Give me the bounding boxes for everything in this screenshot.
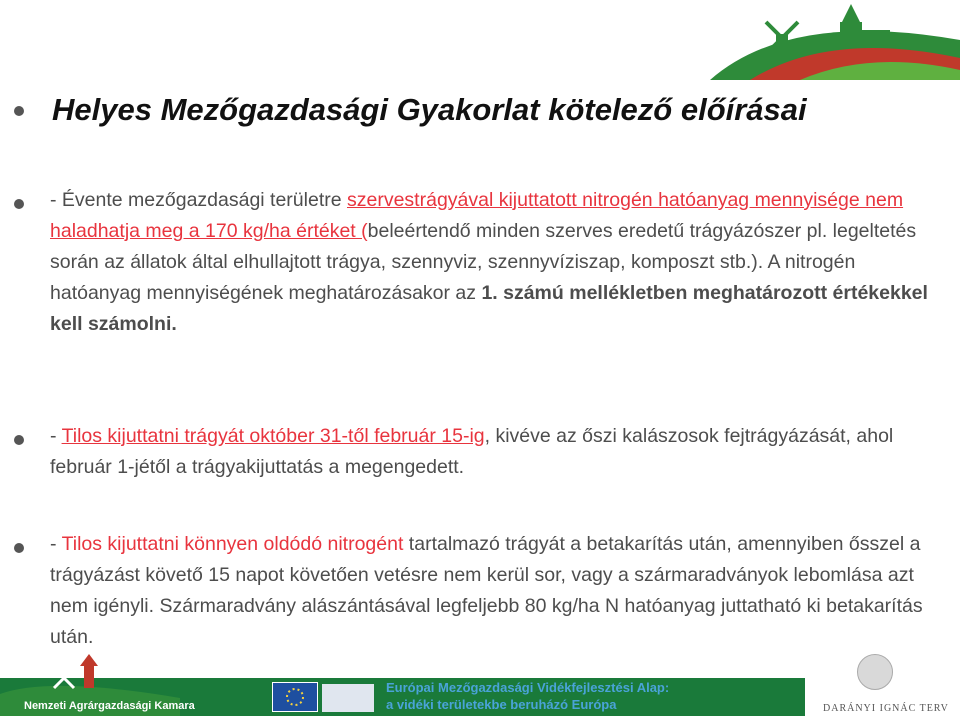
eu-fund-line2: a vidéki területekbe beruházó Európa xyxy=(386,697,617,712)
highlight-text: Tilos kijuttatni trágyát október 31-től február 15-ig xyxy=(61,425,485,447)
eu-flag-icon xyxy=(272,682,318,712)
eu-fund-line1: Európai Mezőgazdasági Vidékfejlesztési Alap: xyxy=(386,680,670,695)
bullet-icon xyxy=(14,435,24,445)
leader-logo-icon xyxy=(322,684,374,712)
list-item xyxy=(14,421,939,483)
bullet-icon xyxy=(14,106,24,116)
daranyi-portrait-icon xyxy=(857,654,893,690)
paragraph-text: - Tilos kijuttatni könnyen oldódó nitrogént tartalmazó trágyát a betakarítás után, amennyiben ősszel a trágyázást követő 15 napot követően vetésre nem kerül sor, vagy a szármaradványok lebomlása azt nem igényli. Szármaradvány alászántásával legfeljebb 80 kg/ha N hatóanyag juttatható ki betakarítás után. xyxy=(50,533,923,648)
highlight-text: Tilos kijuttatni könnyen oldódó nitrogént xyxy=(61,533,404,555)
page-title: Helyes Mezőgazdasági Gyakorlat kötelező előírásai xyxy=(52,92,807,127)
highlight-text: szervestrágyával kijuttatott nitrogén hatóanyag mennyisége nem haladhatja meg a 170 kg/ha értéket ( xyxy=(50,189,904,242)
list-item xyxy=(14,185,939,340)
windmill-church-logo xyxy=(690,0,960,80)
daranyi-logo xyxy=(805,654,960,716)
paragraph-text: - Tilos kijuttatni trágyát október 31-től február 15-ig, kivéve az őszi kalászosok fejtrágyázását, ahol február 1-jétől a trágyakijuttatás a megengedett. xyxy=(50,425,894,478)
bullet-icon xyxy=(14,543,24,553)
paragraph-text: - Évente mezőgazdasági területre szervestrágyával kijuttatott nitrogén hatóanyag mennyisége nem haladhatja meg a 170 kg/ha értéket (beleértendő minden szerves eredetű trágyázószer pl. legeltetés során az állatok által elhullajtott trágya, szennyviz, szennyvíziszap, komposzt stb.). A nitrogén hatóanyag mennyiségének meghatározásakor az 1. számú mellékletben meghatározott értékekkel kell számolni. xyxy=(50,189,928,335)
list-item xyxy=(14,529,939,653)
bullet-icon xyxy=(14,199,24,209)
daranyi-name: DARÁNYI IGNÁC TERV xyxy=(823,703,949,714)
nak-logo xyxy=(0,654,195,716)
nak-name: Nemzeti Agrárgazdasági Kamara xyxy=(24,700,195,712)
